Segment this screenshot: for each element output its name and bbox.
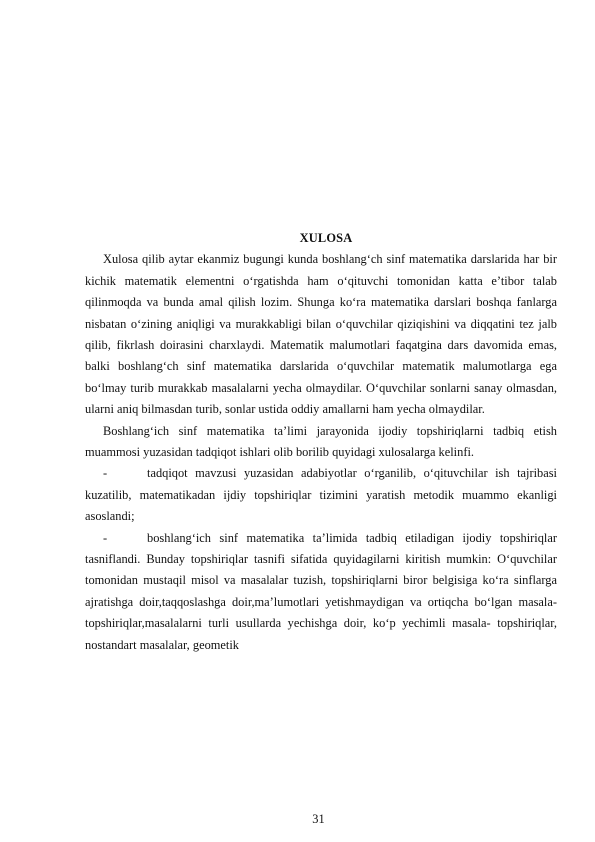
bullet-marker: - <box>103 466 108 481</box>
paragraph-1: Xulosa qilib aytar ekanmiz bugungi kunda boshlang‘ch sinf matematika darslarida har bir kichik matematik elementni o‘rgatishda ham o‘qituvchi tomonidan katta e’tibor talab qilinmoqda va bunda amal qilish lozim. Shunga ko‘ra matematika darslari boshqa fanlarga nisbatan o‘zining aniqligi va murakkabligi bilan o‘quvchilar qiziqishini va diqqatini tez jalb qilib, fikrlash doirasini charxlaydi. Matematik malumotlari faqatgina dars davomida emas, balki boshlang‘ch sinf matematika darslarida o‘quvchilar matematik malumotlarga ega bo‘lmay turib murakkab masalalarni yecha olmaydilar. O‘quvchilar sonlarni sanay olmasdan, ularni aniq bilmasdan turib, sonlar ustida oddiy amallarni ham yecha olmaydilar. <box>85 252 557 417</box>
paragraph-2: Boshlang‘ich sinf matematika ta’limi jarayonida ijodiy topshiriqlarni tadbiq etish muammosi yuzasidan tadqiqot ishlari olib borilib quyidagi xulosalarga kelinfi. <box>85 423 557 460</box>
bullet-text: tadqiqot mavzusi yuzasidan adabiyotlar o‘rganilib, o‘qituvchilar ish tajribasi kuzatilib, matematikadan ijdiy topshiriqlar tizimini yaratish metodik muammo ekanligi asoslandi; <box>85 466 557 524</box>
document-body <box>85 228 557 656</box>
page-title: XULOSA <box>299 231 353 245</box>
bullet-marker: - <box>103 530 108 545</box>
page-number: 31 <box>312 812 325 826</box>
bullet-item-1 <box>85 463 557 527</box>
bullet-item-2 <box>85 528 557 656</box>
bullet-text: boshlang‘ich sinf matematika ta’limida tadbiq etiladigan ijodiy topshiriqlar tasniflandi. Bunday topshiriqlar tasnifi sifatida quyidagilarni kiritish mumkin: O‘quvchilar tomonidan mustaqil misol va masalalar tuzish, topshiriqlarni biror belgisiga ko‘ra sinflarga ajratishga doir,taqqoslashga doir,ma’lumotlari yetishmaydigan va ortiqcha bo‘lgan masala- topshiriqlar,masalalarni turli usullarda yechishga doir, ko‘p yechimli masala- topshiriqlar, nostandart masalalar, geometik <box>85 530 557 652</box>
